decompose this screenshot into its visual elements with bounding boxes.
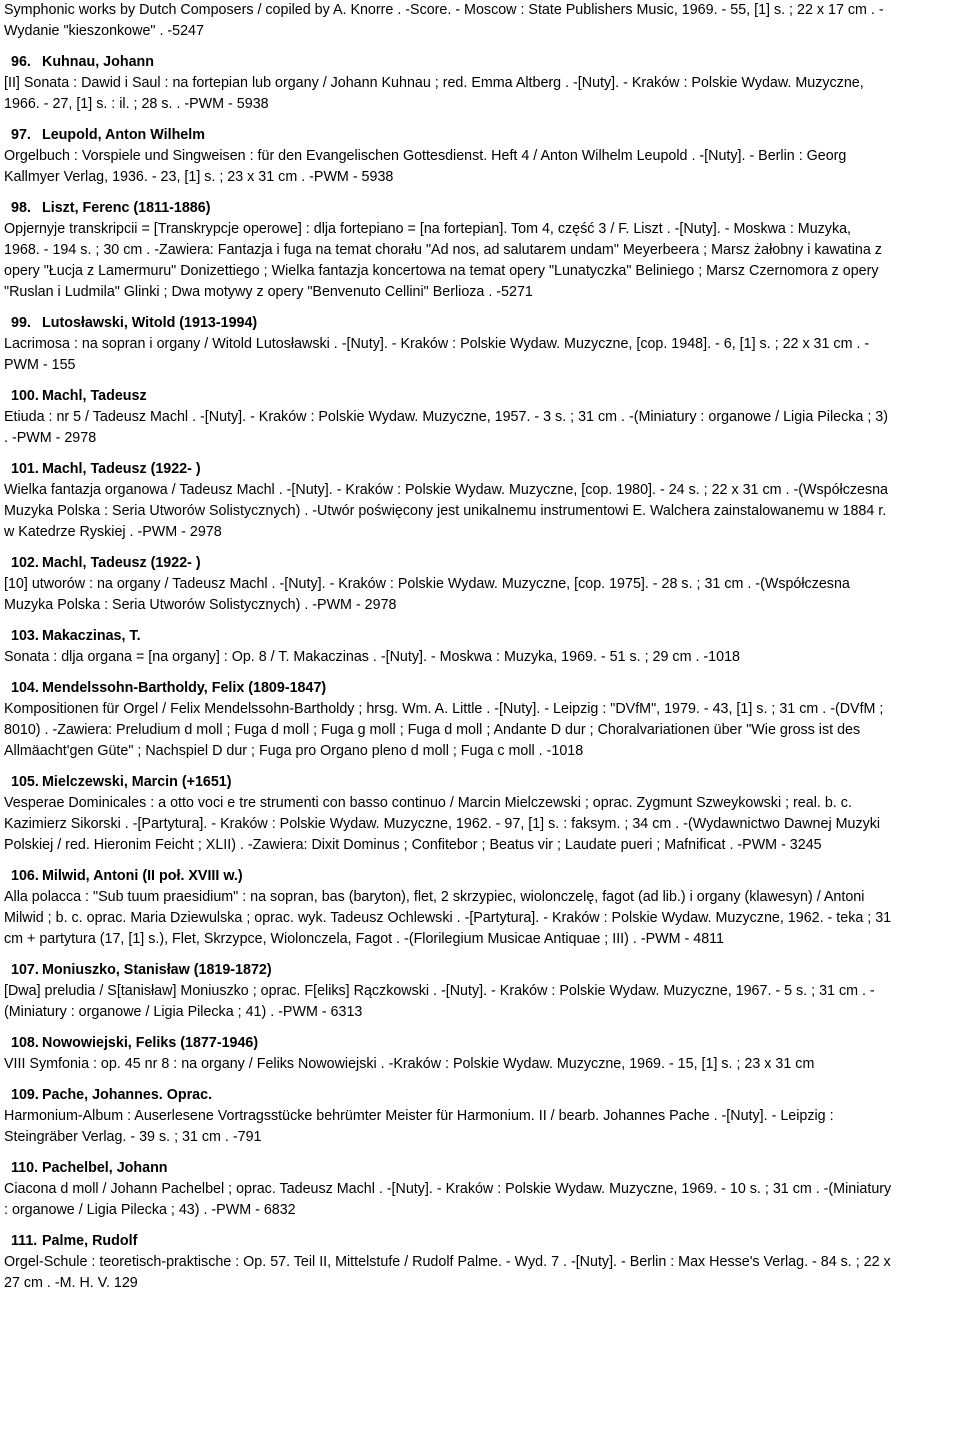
entry-heading: [4, 125, 956, 146]
entry-line: cm + partytura (17, [1] s.), Flet, Skrzypce, Wiolonczela, Fagot . -(Florilegium Musicae Antiquae ; III) . -PWM - 4811: [4, 931, 724, 947]
entry-heading: [4, 198, 956, 219]
catalog-entry: [4, 553, 956, 616]
entry-composer: Makaczinas, T.: [42, 628, 141, 644]
entry-number: 111.: [11, 1233, 38, 1249]
entry-number: 96.: [11, 54, 31, 70]
entry-composer: Mielczewski, Marcin (+1651): [42, 774, 232, 790]
entry-line: Orgelbuch : Vorspiele und Singweisen : für den Evangelischen Gottesdienst. Heft 4 / Anton Wilhelm Leupold . -[Nuty]. - Berlin : Georg: [4, 148, 847, 164]
entry-composer: Pache, Johannes. Oprac.: [42, 1087, 213, 1103]
entry-line: [Dwa] preludia / S[tanisław] Moniuszko ; oprac. F[eliks] Rączkowski . -[Nuty]. - Kraków : Polskie Wydaw. Muzyczne, 1967. - 5 s. ; 31 cm . -: [4, 983, 875, 999]
entry-line: [II] Sonata : Dawid i Saul : na fortepian lub organy / Johann Kuhnau ; red. Emma Altberg . -[Nuty]. - Kraków : Polskie Wydaw. Muzyczne,: [4, 75, 864, 91]
entry-number: 110.: [11, 1160, 39, 1176]
entry-line: Steingräber Verlag. - 39 s. ; 31 cm . -791: [4, 1129, 262, 1145]
catalog-entry: [4, 678, 956, 762]
entry-line: Muzyka Polska : Seria Utworów Solistycznych) . -PWM - 2978: [4, 597, 397, 613]
catalog-entry: [4, 386, 956, 449]
entry-composer: Mendelssohn-Bartholdy, Felix (1809-1847): [42, 680, 327, 696]
entry-line: VIII Symfonia : op. 45 nr 8 : na organy / Feliks Nowowiejski . -Kraków : Polskie Wydaw. Muzyczne, 1969. - 15, [1] s. ; 23 x 31 cm: [4, 1056, 815, 1072]
catalog-entry: [4, 1231, 956, 1294]
entry-heading: [4, 626, 956, 647]
intro-entry: [4, 0, 956, 42]
entry-line: 1966. - 27, [1] s. : il. ; 28 s. . -PWM - 5938: [4, 96, 269, 112]
entry-number: 107.: [11, 962, 39, 978]
entry-composer: Milwid, Antoni (II poł. XVIII w.): [42, 868, 243, 884]
entry-composer: Pachelbel, Johann: [42, 1160, 168, 1176]
entry-number: 99.: [11, 315, 31, 331]
catalog-entry: [4, 1158, 956, 1221]
catalog-entry: [4, 866, 956, 950]
entry-line: Kazimierz Sikorski . -[Partytura]. - Kraków : Polskie Wydaw. Muzyczne, 1962. - 97, [1] s. : faksym. ; 34 cm . -(Wydawnictwo Dawnej Muzyki: [4, 816, 881, 832]
entry-line: Opjernyje transkripcii = [Transkrypcje operowe] : dlja fortepiano = [na fortepian]. Tom 4, część 3 / F. Liszt . -[Nuty]. - Moskwa : Muzyka,: [4, 221, 852, 237]
entry-composer: Palme, Rudolf: [42, 1233, 138, 1249]
entry-heading: [4, 866, 956, 887]
entry-line: PWM - 155: [4, 357, 76, 373]
entry-composer: Machl, Tadeusz: [42, 388, 147, 404]
entry-composer: Lutosławski, Witold (1913-1994): [42, 315, 258, 331]
entry-number: 105.: [11, 774, 39, 790]
entry-line: Muzyka Polska : Seria Utworów Solistycznych) . -Utwór poświęcony jest unikalnemu instrumentowi E. Walchera zainstalowanemu w 1884 r.: [4, 503, 887, 519]
entry-composer: Leupold, Anton Wilhelm: [42, 127, 205, 143]
catalog-entry: [4, 1033, 956, 1075]
entry-line: Harmonium-Album : Auserlesene Vortragsstücke behrümter Meister für Harmonium. II / bearb. Johannes Pache . -[Nuty]. - Leipzig :: [4, 1108, 834, 1124]
entry-heading: [4, 960, 956, 981]
entry-heading: [4, 459, 956, 480]
entry-heading: [4, 553, 956, 574]
entry-heading: [4, 1085, 956, 1106]
entry-line: (Miniatury : organowe / Ligia Pilecka ; 41) . -PWM - 6313: [4, 1004, 363, 1020]
entry-heading: [4, 1231, 956, 1252]
entry-line: Sonata : dlja organa = [na organy] : Op. 8 / T. Makaczinas . -[Nuty]. - Moskwa : Muzyka, 1969. - 51 s. ; 29 cm . -1018: [4, 649, 740, 665]
entry-line: Kallmyer Verlag, 1936. - 23, [1] s. ; 23 x 31 cm . -PWM - 5938: [4, 169, 394, 185]
entry-line: Lacrimosa : na sopran i organy / Witold Lutosławski . -[Nuty]. - Kraków : Polskie Wydaw. Muzyczne, [cop. 1948]. - 6, [1] s. ; 22 x 31 cm . -: [4, 336, 870, 352]
entry-line: Alla polacca : "Sub tuum praesidium" : na sopran, bas (baryton), flet, 2 skrzypiec, wiolonczelę, fagot (ad lib.) i organy (klawesyn) / Antoni: [4, 889, 865, 905]
entry-composer: Nowowiejski, Feliks (1877-1946): [42, 1035, 259, 1051]
entry-line: [10] utworów : na organy / Tadeusz Machl . -[Nuty]. - Kraków : Polskie Wydaw. Muzyczne, [cop. 1975]. - 28 s. ; 31 cm . -(Współczesna: [4, 576, 850, 592]
entry-line: opery "Łucja z Lamermuru" Donizettiego ; Wielka fantazja koncertowa na temat opery "Lunatyczka" Beliniego ; Marsz Czernomora z opery: [4, 263, 879, 279]
entry-line: Milwid ; b. c. oprac. Maria Dziewulska ; oprac. wyk. Tadeusz Ochlewski . -[Partytura]. - Kraków : Polskie Wydaw. Muzyczne, 1962. - teka ; 31: [4, 910, 892, 926]
entry-composer: Liszt, Ferenc (1811-1886): [42, 200, 211, 216]
entry-number: 102.: [11, 555, 39, 571]
entry-line: Kompositionen für Orgel / Felix Mendelssohn-Bartholdy ; hrsg. Wm. A. Little . -[Nuty]. - Leipzig : "DVfM", 1979. - 43, [1] s. ; 31 cm . -(DVfM ;: [4, 701, 884, 717]
entry-number: 98.: [11, 200, 31, 216]
catalog-entry: [4, 52, 956, 115]
entry-line: Vesperae Dominicales : a otto voci e tre strumenti con basso continuo / Marcin Mielczewski ; oprac. Zygmunt Szweykowski ; real. b. c.: [4, 795, 852, 811]
catalog-entry: [4, 125, 956, 188]
catalog-entry: [4, 198, 956, 303]
entry-line: Orgel-Schule : teoretisch-praktische : Op. 57. Teil II, Mittelstufe / Rudolf Palme. - Wyd. 7 . -[Nuty]. - Berlin : Max Hesse's Verlag. - 84 s. ; 22 x: [4, 1254, 891, 1270]
catalog-entry: [4, 626, 956, 668]
entry-line: Wielka fantazja organowa / Tadeusz Machl . -[Nuty]. - Kraków : Polskie Wydaw. Muzyczne, [cop. 1980]. - 24 s. ; 22 x 31 cm . -(Współczesna: [4, 482, 888, 498]
catalog-entry: [4, 313, 956, 376]
catalog-entry: [4, 960, 956, 1023]
catalog-entry: [4, 459, 956, 543]
entry-composer: Kuhnau, Johann: [42, 54, 154, 70]
entry-number: 108.: [11, 1035, 39, 1051]
entry-number: 104.: [11, 680, 39, 696]
entry-heading: [4, 386, 956, 407]
intro-line: Wydanie "kieszonkowe" . -5247: [4, 23, 204, 39]
entry-line: "Ruslan i Ludmila" Glinki ; Dwa motywy z opery "Benvenuto Cellini" Berlioza . -5271: [4, 284, 533, 300]
entry-line: Etiuda : nr 5 / Tadeusz Machl . -[Nuty]. - Kraków : Polskie Wydaw. Muzyczne, 1957. - 3 s. ; 31 cm . -(Miniatury : organowe / Ligia Pilecka ; 3): [4, 409, 888, 425]
catalog-entry: [4, 772, 956, 856]
entry-composer: Machl, Tadeusz (1922- ): [42, 461, 201, 477]
entry-line: . -PWM - 2978: [4, 430, 97, 446]
entry-line: 27 cm . -M. H. V. 129: [4, 1275, 138, 1291]
entry-line: 8010) . -Zawiera: Preludium d moll ; Fuga d moll ; Fuga g moll ; Fuga d moll ; Andante D dur ; Choralvariationen über "Wie gross ist des: [4, 722, 861, 738]
entry-composer: Machl, Tadeusz (1922- ): [42, 555, 201, 571]
entry-number: 97.: [11, 127, 31, 143]
entry-line: : organowe / Ligia Pilecka ; 43) . -PWM - 6832: [4, 1202, 296, 1218]
entry-composer: Moniuszko, Stanisław (1819-1872): [42, 962, 272, 978]
entry-line: Allmäacht'gen Güte" ; Nachspiel D dur ; Fuga pro Organo pleno d moll ; Fuga c moll . -1018: [4, 743, 584, 759]
catalog-entry: [4, 1085, 956, 1148]
entry-heading: [4, 1158, 956, 1179]
entry-heading: [4, 678, 956, 699]
entry-heading: [4, 313, 956, 334]
entry-line: w Katedrze Ryskiej . -PWM - 2978: [4, 524, 222, 540]
intro-line: Symphonic works by Dutch Composers / copiled by A. Knorre . -Score. - Moscow : State Publishers Music, 1969. - 55, [1] s. ; 22 x 17 cm . -: [4, 2, 884, 18]
entry-heading: [4, 772, 956, 793]
catalog-page: [4, 0, 956, 1294]
entry-number: 100.: [11, 388, 39, 404]
entry-heading: [4, 52, 956, 73]
entry-heading: [4, 1033, 956, 1054]
entry-line: Polskiej / red. Hieronim Feicht ; XLII) . -Zawiera: Dixit Dominus ; Confitebor ; Beatus vir ; Laudate pueri ; Mafnificat . -PWM - 3245: [4, 837, 822, 853]
entry-number: 109.: [11, 1087, 39, 1103]
entry-line: Ciacona d moll / Johann Pachelbel ; oprac. Tadeusz Machl . -[Nuty]. - Kraków : Polskie Wydaw. Muzyczne, 1969. - 10 s. ; 31 cm . -(Miniatury: [4, 1181, 892, 1197]
entry-line: 1968. - 194 s. ; 30 cm . -Zawiera: Fantazja i fuga na temat chorału "Ad nos, ad salutarem undam" Meyerbeera ; Marsz żałobny i kawatina z: [4, 242, 882, 258]
entry-number: 101.: [11, 461, 39, 477]
entry-number: 103.: [11, 628, 39, 644]
entry-number: 106.: [11, 868, 39, 884]
